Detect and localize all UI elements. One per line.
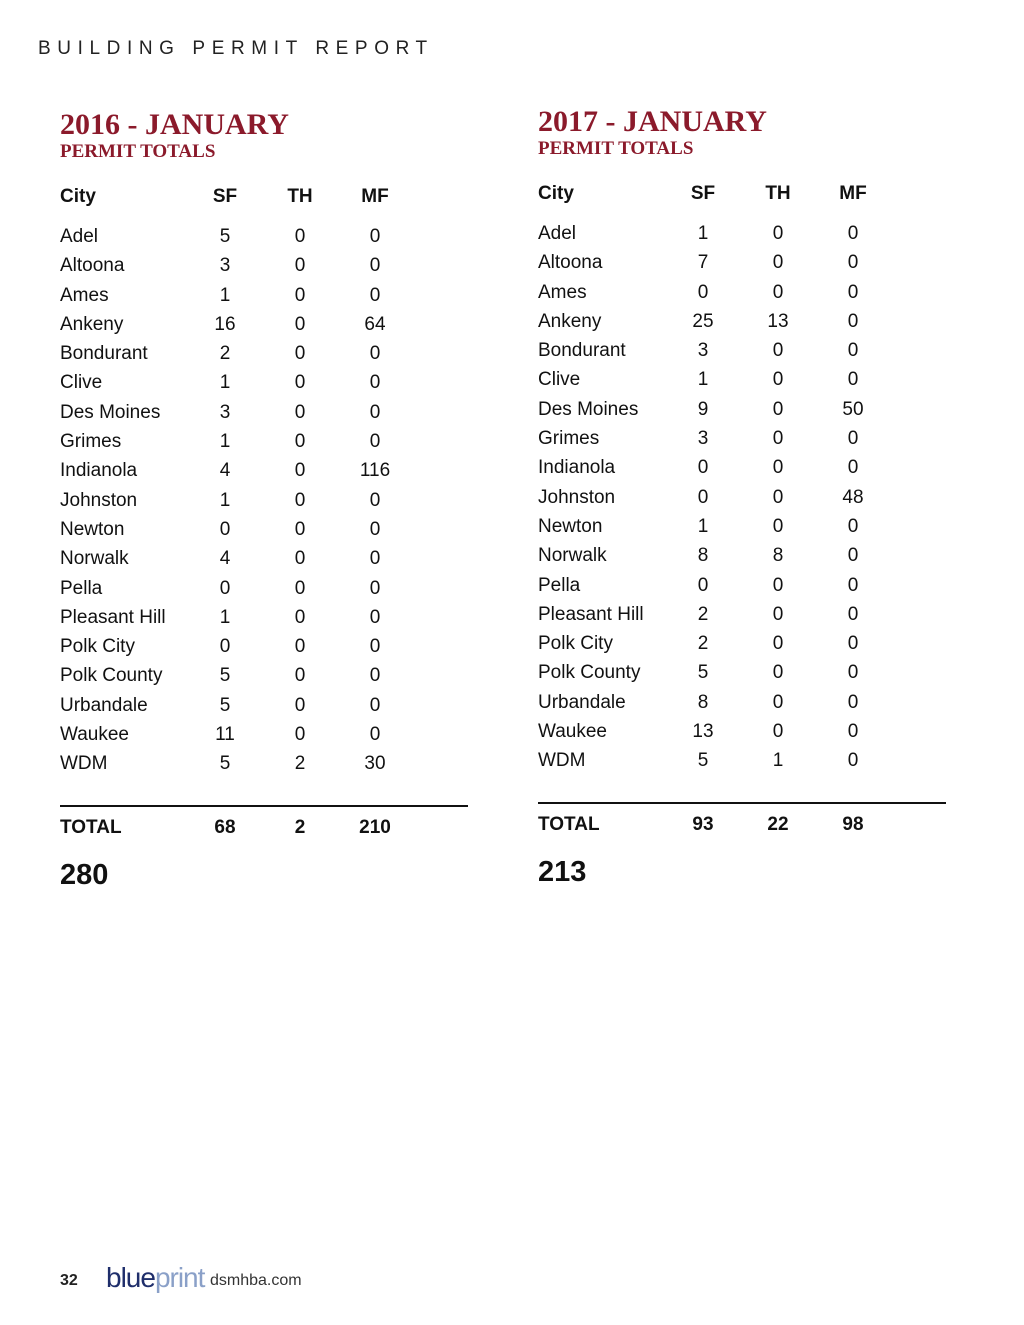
table-row [538,457,948,486]
cell-sf: 0 [219,636,231,658]
cell-sf: 25 [692,310,714,332]
cell-mf: 0 [847,721,859,743]
cell-sf: 9 [697,398,709,420]
cell-sf: 2 [219,343,231,365]
permit-panel-2016 [60,108,470,892]
cell-mf: 0 [369,226,381,247]
table-row [60,724,470,753]
panel-subtitle: PERMIT TOTALS [538,138,694,159]
report-header: BUILDING PERMIT REPORT [38,38,434,59]
table-row [60,490,470,519]
column-header-city: City [60,186,96,207]
cell-city: Waukee [538,721,607,743]
blueprint-logo [106,1262,204,1294]
cell-city: Ames [538,281,587,303]
cell-th: 0 [294,724,306,746]
column-header-sf: SF [212,186,238,207]
cell-city: Polk County [538,662,641,684]
table-row [60,548,470,577]
cell-sf: 8 [697,545,709,567]
cell-city: Grimes [538,428,600,450]
cell-city: Ankeny [538,310,602,332]
panel-title: 2017 - JANUARY [538,105,767,138]
table-row [538,282,948,311]
table-row [60,578,470,607]
cell-mf: 30 [364,753,386,775]
table-row [60,636,470,665]
column-header-city: City [538,183,574,204]
cell-sf: 0 [697,486,709,508]
cell-city: Ames [60,284,109,306]
cell-sf: 2 [697,603,709,625]
cell-mf: 50 [842,398,864,420]
table-row [538,223,948,252]
cell-sf: 16 [214,313,236,335]
cell-mf: 0 [847,662,859,684]
cell-city: Clive [538,369,581,391]
table-row [538,633,948,662]
cell-th: 0 [772,428,784,450]
total-label: TOTAL [60,816,122,838]
cell-city: Norwalk [60,548,129,570]
cell-city: Altoona [538,252,603,274]
table-row [60,255,470,284]
table-row [60,314,470,343]
cell-mf: 0 [369,372,381,394]
cell-th: 0 [772,398,784,420]
cell-th: 8 [772,545,784,567]
logo-text-print: print [154,1262,205,1293]
table-row [538,662,948,691]
table-row [538,692,948,721]
total-sf: 68 [214,816,236,838]
table-row [538,428,948,457]
total-row [538,814,948,840]
cell-th: 0 [772,662,784,684]
column-header-th: TH [287,186,313,207]
cell-city: Urbandale [538,691,626,713]
cell-city: Pella [538,574,581,596]
cell-th: 0 [772,486,784,508]
cell-mf: 0 [847,340,859,362]
total-divider [538,802,946,804]
cell-city: Pleasant Hill [538,603,644,625]
cell-city: Adel [538,223,577,244]
logo-text-blue: blue [106,1262,155,1293]
cell-sf: 5 [219,665,231,687]
table-row [60,753,470,782]
cell-mf: 48 [842,486,864,508]
cell-mf: 0 [369,606,381,628]
cell-mf: 0 [369,343,381,365]
total-label: TOTAL [538,813,600,835]
cell-sf: 1 [219,372,231,394]
table-row [60,607,470,636]
page-number: 32 [60,1272,78,1289]
total-mf: 210 [359,816,391,838]
total-th: 22 [767,813,789,835]
total-th: 2 [294,816,306,838]
table-row [538,575,948,604]
cell-th: 0 [294,284,306,306]
cell-mf: 0 [847,281,859,303]
column-header-th: TH [765,183,791,204]
table-row [538,311,948,340]
cell-sf: 5 [697,662,709,684]
cell-sf: 0 [219,518,231,540]
cell-sf: 0 [697,457,709,479]
cell-city: Polk City [60,636,135,658]
table-row [538,340,948,369]
total-row [60,817,470,843]
column-headers [538,183,948,209]
cell-mf: 0 [369,284,381,306]
cell-mf: 0 [369,489,381,511]
cell-th: 0 [772,574,784,596]
cell-mf: 0 [369,431,381,453]
cell-mf: 0 [847,750,859,772]
cell-mf: 64 [364,313,386,335]
table-row [60,285,470,314]
cell-sf: 7 [697,252,709,274]
total-sf: 93 [692,813,714,835]
table-row [60,460,470,489]
cell-th: 2 [294,753,306,775]
cell-mf: 0 [847,428,859,450]
cell-city: Polk City [538,633,613,655]
table-row [60,431,470,460]
cell-sf: 5 [697,750,709,772]
table-row [538,369,948,398]
cell-mf: 0 [847,310,859,332]
cell-mf: 0 [847,691,859,713]
panel-subtitle: PERMIT TOTALS [60,141,216,162]
cell-city: Adel [60,226,99,247]
cell-city: Altoona [60,255,125,277]
cell-mf: 0 [847,574,859,596]
cell-sf: 4 [219,548,231,570]
cell-sf: 5 [219,694,231,716]
cell-mf: 0 [847,252,859,274]
permit-rows [538,223,948,780]
cell-th: 0 [294,313,306,335]
cell-th: 0 [294,489,306,511]
cell-city: Johnston [60,489,138,511]
cell-th: 0 [294,460,306,482]
cell-city: Des Moines [538,398,639,420]
cell-th: 0 [294,665,306,687]
table-row [60,226,470,255]
column-header-sf: SF [690,183,716,204]
total-divider [60,805,468,807]
cell-th: 0 [772,340,784,362]
cell-sf: 0 [697,574,709,596]
cell-city: Norwalk [538,545,607,567]
cell-city: Polk County [60,665,163,687]
table-row [538,487,948,516]
permit-rows [60,226,470,783]
cell-mf: 0 [369,577,381,599]
cell-city: Urbandale [60,694,148,716]
cell-sf: 11 [215,724,235,746]
cell-city: WDM [538,750,586,772]
cell-sf: 3 [219,255,231,277]
cell-th: 0 [772,633,784,655]
cell-mf: 0 [369,665,381,687]
cell-sf: 1 [219,606,231,628]
table-row [538,399,948,428]
cell-mf: 0 [369,724,381,746]
cell-city: Indianola [60,460,138,482]
cell-th: 0 [294,226,306,247]
cell-th: 0 [294,518,306,540]
table-row [538,516,948,545]
cell-th: 0 [772,252,784,274]
cell-th: 0 [294,401,306,423]
cell-th: 0 [294,372,306,394]
cell-th: 0 [772,515,784,537]
cell-th: 13 [767,310,789,332]
cell-sf: 2 [697,633,709,655]
grand-total: 280 [60,858,109,891]
cell-th: 1 [772,750,784,772]
column-header-mf: MF [361,186,389,207]
column-header-mf: MF [839,183,867,204]
cell-th: 0 [294,577,306,599]
cell-th: 0 [294,636,306,658]
cell-th: 0 [294,548,306,570]
grand-total: 213 [538,855,587,888]
table-row [60,695,470,724]
table-row [60,519,470,548]
cell-city: Bondurant [538,340,626,362]
table-row [60,665,470,694]
cell-th: 0 [772,603,784,625]
cell-mf: 0 [847,515,859,537]
cell-city: Ankeny [60,313,124,335]
cell-sf: 5 [219,753,231,775]
cell-mf: 0 [847,545,859,567]
cell-mf: 0 [847,223,859,244]
total-mf: 98 [842,813,864,835]
cell-city: Bondurant [60,343,148,365]
cell-th: 0 [294,343,306,365]
cell-city: Clive [60,372,103,394]
panel-title: 2016 - JANUARY [60,108,289,141]
cell-sf: 0 [697,281,709,303]
cell-th: 0 [294,606,306,628]
cell-th: 0 [772,281,784,303]
table-row [60,402,470,431]
cell-mf: 0 [847,633,859,655]
column-headers [60,186,470,212]
table-row [538,545,948,574]
table-row [538,604,948,633]
cell-th: 0 [772,457,784,479]
cell-city: Newton [538,515,603,537]
cell-mf: 0 [847,603,859,625]
cell-sf: 1 [697,369,709,391]
table-row [538,252,948,281]
cell-th: 0 [772,721,784,743]
cell-city: Des Moines [60,401,161,423]
cell-mf: 116 [359,460,391,482]
website-link[interactable]: dsmhba.com [210,1272,302,1289]
cell-mf: 0 [847,369,859,391]
cell-mf: 0 [369,694,381,716]
permit-panel-2017 [538,105,948,889]
cell-mf: 0 [369,636,381,658]
cell-sf: 3 [219,401,231,423]
table-row [538,721,948,750]
cell-mf: 0 [369,401,381,423]
cell-sf: 0 [219,577,231,599]
table-row [538,750,948,779]
cell-th: 0 [772,223,784,244]
cell-mf: 0 [369,255,381,277]
cell-th: 0 [294,694,306,716]
table-row [60,372,470,401]
cell-th: 0 [294,431,306,453]
cell-sf: 5 [219,226,231,247]
cell-th: 0 [772,691,784,713]
cell-city: WDM [60,753,108,775]
cell-city: Newton [60,518,125,540]
cell-city: Indianola [538,457,616,479]
cell-city: Johnston [538,486,616,508]
cell-th: 0 [772,369,784,391]
cell-sf: 13 [692,721,714,743]
cell-sf: 3 [697,340,709,362]
cell-city: Pella [60,577,103,599]
cell-sf: 8 [697,691,709,713]
cell-sf: 1 [219,431,231,453]
cell-sf: 4 [219,460,231,482]
cell-mf: 0 [847,457,859,479]
cell-sf: 1 [219,284,231,306]
cell-sf: 1 [697,515,709,537]
cell-sf: 1 [697,223,709,244]
cell-sf: 1 [219,489,231,511]
cell-city: Waukee [60,724,129,746]
cell-city: Pleasant Hill [60,606,166,628]
cell-mf: 0 [369,548,381,570]
cell-mf: 0 [369,518,381,540]
page-footer [60,1262,460,1298]
cell-th: 0 [294,255,306,277]
cell-sf: 3 [697,428,709,450]
cell-city: Grimes [60,431,122,453]
table-row [60,343,470,372]
